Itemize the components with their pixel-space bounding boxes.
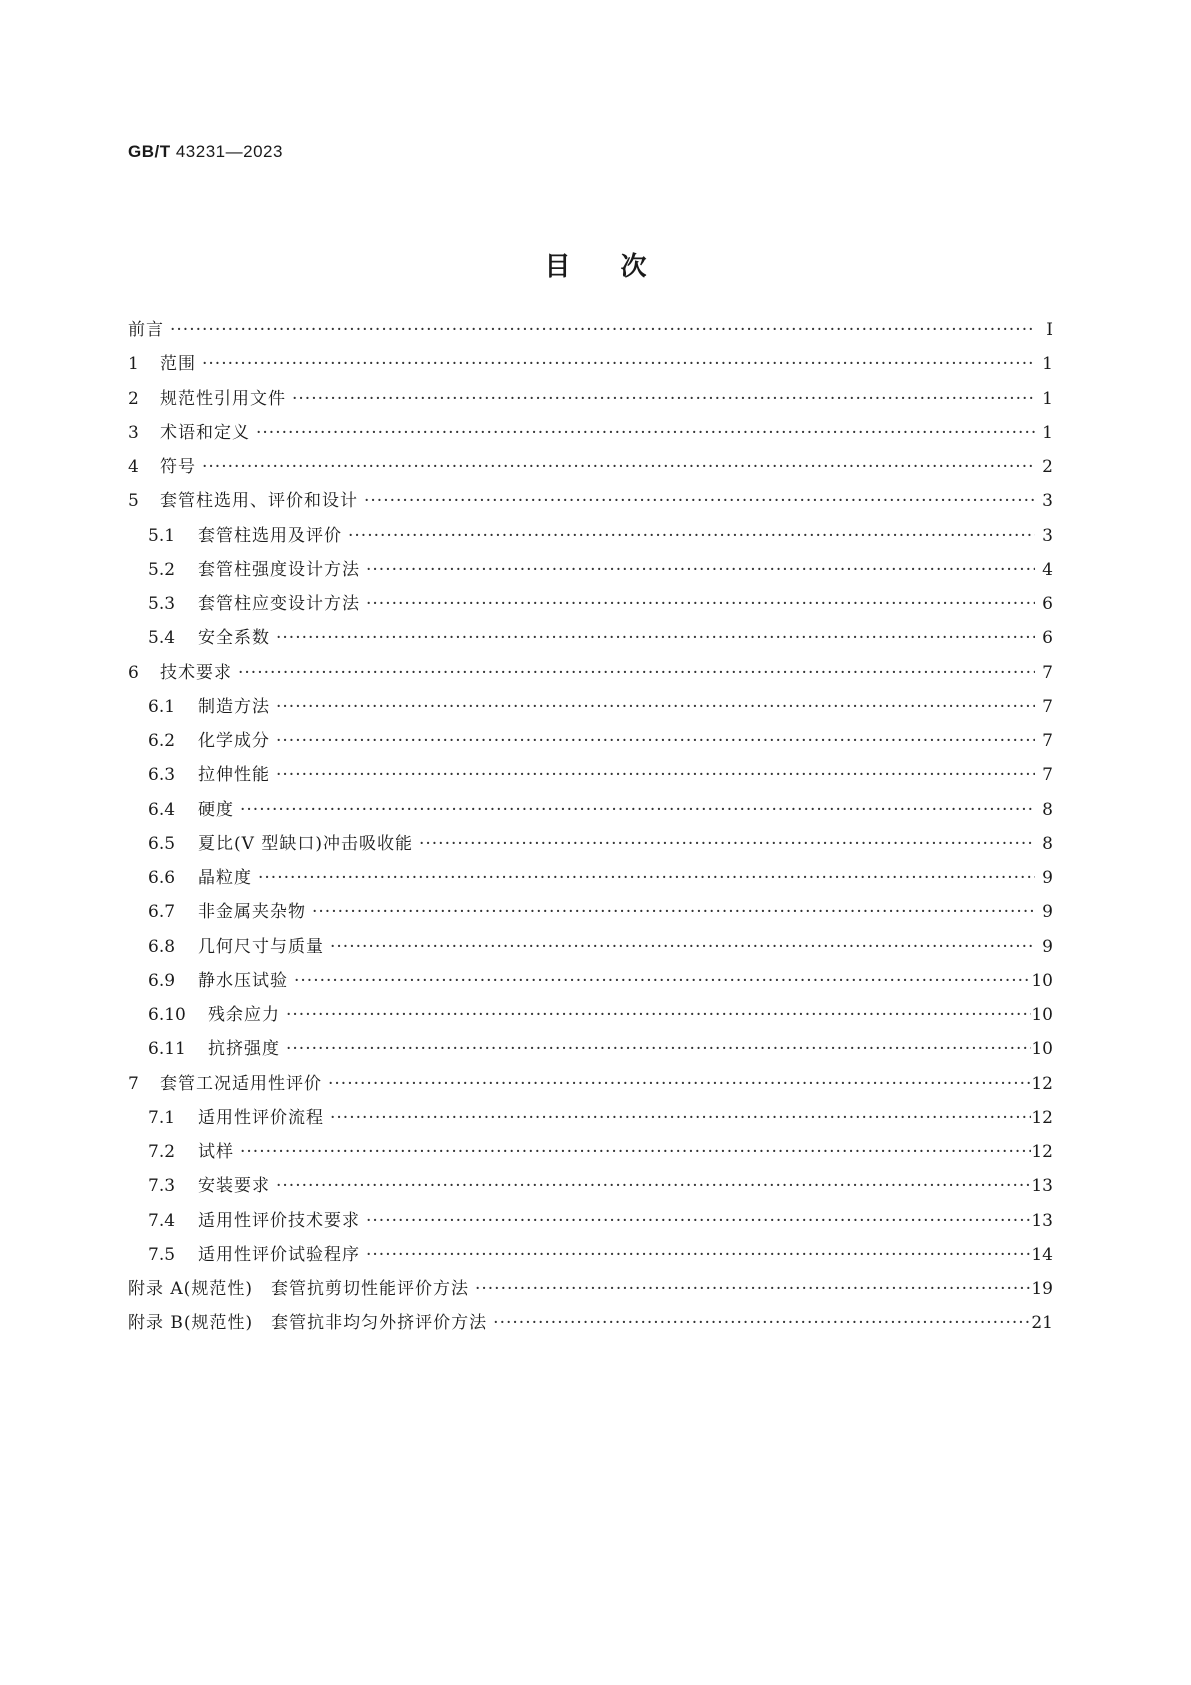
toc-leader-dots: [324, 1105, 1031, 1131]
toc-leader-dots: [413, 831, 1035, 857]
toc-entry-label: 技术要求: [160, 663, 232, 683]
document-code: [128, 142, 283, 162]
toc-entry[interactable]: [148, 523, 1053, 549]
toc-entry[interactable]: [148, 968, 1053, 994]
toc-entry-page: 9: [1042, 937, 1053, 957]
toc-leader-dots: [469, 1276, 1031, 1302]
toc-entry-label: 范围: [160, 354, 196, 374]
toc-entry-label: 试样: [198, 1142, 234, 1162]
toc-entry-label: 安全系数: [198, 628, 270, 648]
toc-leader-dots: [196, 351, 1035, 377]
toc-entry-page: 7: [1042, 663, 1053, 683]
toc-leader-dots: [487, 1310, 1031, 1336]
toc-entry-page: 2: [1042, 457, 1053, 477]
toc-entry[interactable]: [148, 591, 1053, 617]
toc-entry-label: 非金属夹杂物: [198, 902, 306, 922]
toc-entry[interactable]: [148, 797, 1053, 823]
toc-entry[interactable]: [148, 1173, 1053, 1199]
toc-entry-label: 几何尺寸与质量: [198, 937, 324, 957]
toc-entry-number: 7.1: [148, 1108, 176, 1128]
toc-entry-number: 4: [128, 457, 139, 477]
toc-entry-label: 适用性评价流程: [198, 1108, 324, 1128]
toc-entry[interactable]: [128, 454, 1053, 480]
toc-entry[interactable]: [148, 899, 1053, 925]
toc-leader-dots: [232, 660, 1035, 686]
toc-entry[interactable]: [148, 1242, 1053, 1268]
toc-entry-page: 13: [1031, 1176, 1053, 1196]
toc-entry-page: 12: [1031, 1142, 1053, 1162]
toc-entry-page: 8: [1042, 800, 1053, 820]
toc-entry-number: 6.4: [148, 800, 176, 820]
toc-entry-page: Ⅰ: [1046, 320, 1053, 340]
toc-entry-page: 7: [1042, 731, 1053, 751]
toc-entry-label: 静水压试验: [198, 971, 288, 991]
toc-leader-dots: [360, 1242, 1031, 1268]
toc-entry-number: 6.7: [148, 902, 176, 922]
toc-entry-page: 14: [1031, 1245, 1053, 1265]
toc-entry[interactable]: [148, 1002, 1053, 1028]
toc-entry-page: 7: [1042, 697, 1053, 717]
toc-entry[interactable]: [148, 1208, 1053, 1234]
toc-leader-dots: [270, 1173, 1031, 1199]
toc-entry-number: 5.4: [148, 628, 176, 648]
toc-entry-number: 6.8: [148, 937, 176, 957]
toc-entry-number: 3: [128, 423, 139, 443]
toc-entry-page: 9: [1042, 902, 1053, 922]
toc-entry-label: 前言: [128, 320, 164, 340]
toc-entry-page: 10: [1031, 1005, 1053, 1025]
toc-entry-label: 套管柱应变设计方法: [198, 594, 360, 614]
toc-leader-dots: [322, 1071, 1031, 1097]
toc-entry-label: 适用性评价技术要求: [198, 1211, 360, 1231]
toc-entry[interactable]: [148, 1139, 1053, 1165]
toc-entry-number: 6.11: [148, 1039, 186, 1059]
toc-entry-number: 5: [128, 491, 139, 511]
toc-entry-label: 化学成分: [198, 731, 270, 751]
toc-entry-page: 9: [1042, 868, 1053, 888]
toc-entry-label: 硬度: [198, 800, 234, 820]
toc-entry[interactable]: [148, 762, 1053, 788]
toc-entry[interactable]: [128, 1310, 1053, 1336]
toc-entry-number: 6.3: [148, 765, 176, 785]
toc-leader-dots: [270, 625, 1035, 651]
toc-entry-page: 21: [1031, 1313, 1053, 1333]
toc-leader-dots: [360, 1208, 1031, 1234]
toc-leader-dots: [280, 1002, 1031, 1028]
toc-entry-page: 12: [1031, 1108, 1053, 1128]
toc-leader-dots: [164, 317, 1035, 343]
toc-entry-number: 6.5: [148, 834, 176, 854]
toc-leader-dots: [250, 420, 1035, 446]
toc-leader-dots: [288, 968, 1031, 994]
toc-entry[interactable]: [128, 1071, 1053, 1097]
toc-entry-page: 7: [1042, 765, 1053, 785]
toc-entry-label: 套管工况适用性评价: [160, 1074, 322, 1094]
toc-entry-number: 7.4: [148, 1211, 176, 1231]
toc-entry-label: 套管柱选用、评价和设计: [160, 491, 358, 511]
toc-leader-dots: [286, 386, 1035, 412]
toc-entry-page: 8: [1042, 834, 1053, 854]
toc-leader-dots: [306, 899, 1035, 925]
toc-leader-dots: [358, 488, 1035, 514]
toc-entry[interactable]: [148, 557, 1053, 583]
toc-entry-label: 夏比(V 型缺口)冲击吸收能: [198, 834, 413, 854]
toc-entry[interactable]: [148, 1036, 1053, 1062]
toc-leader-dots: [270, 762, 1035, 788]
toc-entry-page: 10: [1031, 1039, 1053, 1059]
toc-entry-label: 套管柱强度设计方法: [198, 560, 360, 580]
toc-leader-dots: [234, 797, 1035, 823]
toc-entry-label: 晶粒度: [198, 868, 252, 888]
toc-entry-number: 1: [128, 354, 139, 374]
toc-leader-dots: [342, 523, 1035, 549]
toc-entry-label: 适用性评价试验程序: [198, 1245, 360, 1265]
toc-entry-page: 10: [1031, 971, 1053, 991]
toc-entry[interactable]: [128, 386, 1053, 412]
toc-entry[interactable]: [148, 831, 1053, 857]
document-code-prefix: GB/T: [128, 142, 171, 161]
toc-entry-number: 7: [128, 1074, 139, 1094]
toc-entry-number: 6.2: [148, 731, 176, 751]
toc-entry-number: 7.3: [148, 1176, 176, 1196]
toc-entry[interactable]: [128, 420, 1053, 446]
toc-entry-label: 术语和定义: [160, 423, 250, 443]
toc-entry-label: 符号: [160, 457, 196, 477]
toc-entry-page: 12: [1031, 1074, 1053, 1094]
toc-entry-page: 6: [1042, 594, 1053, 614]
toc-leader-dots: [324, 934, 1035, 960]
toc-entry-label: 安装要求: [198, 1176, 270, 1196]
toc-entry-number: 6.10: [148, 1005, 186, 1025]
toc-entry-label: 规范性引用文件: [160, 389, 286, 409]
toc-entry-page: 1: [1042, 389, 1053, 409]
toc-entry-page: 4: [1042, 560, 1053, 580]
toc-entry[interactable]: [128, 660, 1053, 686]
toc-entry[interactable]: [148, 1105, 1053, 1131]
toc-entry-page: 6: [1042, 628, 1053, 648]
toc-entry-label: 附录 B(规范性) 套管抗非均匀外挤评价方法: [128, 1313, 488, 1333]
toc-entry[interactable]: [148, 865, 1053, 891]
toc-entry-page: 13: [1031, 1211, 1053, 1231]
toc-entry-label: 残余应力: [208, 1005, 280, 1025]
toc-leader-dots: [234, 1139, 1031, 1165]
toc-entry-page: 1: [1042, 354, 1053, 374]
toc-entry[interactable]: [148, 625, 1053, 651]
toc-entry-number: 5.2: [148, 560, 176, 580]
toc-entry[interactable]: [128, 488, 1053, 514]
toc-entry-page: 3: [1042, 491, 1053, 511]
toc-entry-number: 6.6: [148, 868, 176, 888]
toc-entry-page: 1: [1042, 423, 1053, 443]
toc-entry-number: 5.3: [148, 594, 176, 614]
toc-entry-page: 3: [1042, 526, 1053, 546]
toc-leader-dots: [270, 728, 1035, 754]
toc-leader-dots: [360, 557, 1035, 583]
toc-entry[interactable]: [128, 317, 1053, 343]
toc-entry[interactable]: [148, 694, 1053, 720]
toc-entry-label: 制造方法: [198, 697, 270, 717]
toc-entry-label: 抗挤强度: [208, 1039, 280, 1059]
toc-entry-number: 7.2: [148, 1142, 176, 1162]
toc-entry[interactable]: [148, 728, 1053, 754]
toc-leader-dots: [270, 694, 1035, 720]
toc-leader-dots: [196, 454, 1035, 480]
toc-leader-dots: [252, 865, 1035, 891]
toc-leader-dots: [280, 1036, 1031, 1062]
toc-entry-page: 19: [1031, 1279, 1053, 1299]
toc-leader-dots: [360, 591, 1035, 617]
toc-entry-number: 5.1: [148, 526, 176, 546]
toc-entry-label: 套管柱选用及评价: [198, 526, 342, 546]
toc-entry-number: 7.5: [148, 1245, 176, 1265]
page-title: 目次: [544, 252, 697, 282]
toc-entry-label: 拉伸性能: [198, 765, 270, 785]
toc-entry-number: 6: [128, 663, 139, 683]
document-code-number: 43231—2023: [175, 142, 283, 161]
toc-entry[interactable]: [148, 934, 1053, 960]
toc-entry-number: 6.1: [148, 697, 176, 717]
toc-entry-label: 附录 A(规范性) 套管抗剪切性能评价方法: [128, 1279, 469, 1299]
toc-entry[interactable]: [128, 1276, 1053, 1302]
toc-entry[interactable]: [128, 351, 1053, 377]
toc-entry-number: 2: [128, 389, 139, 409]
toc-entry-number: 6.9: [148, 971, 176, 991]
